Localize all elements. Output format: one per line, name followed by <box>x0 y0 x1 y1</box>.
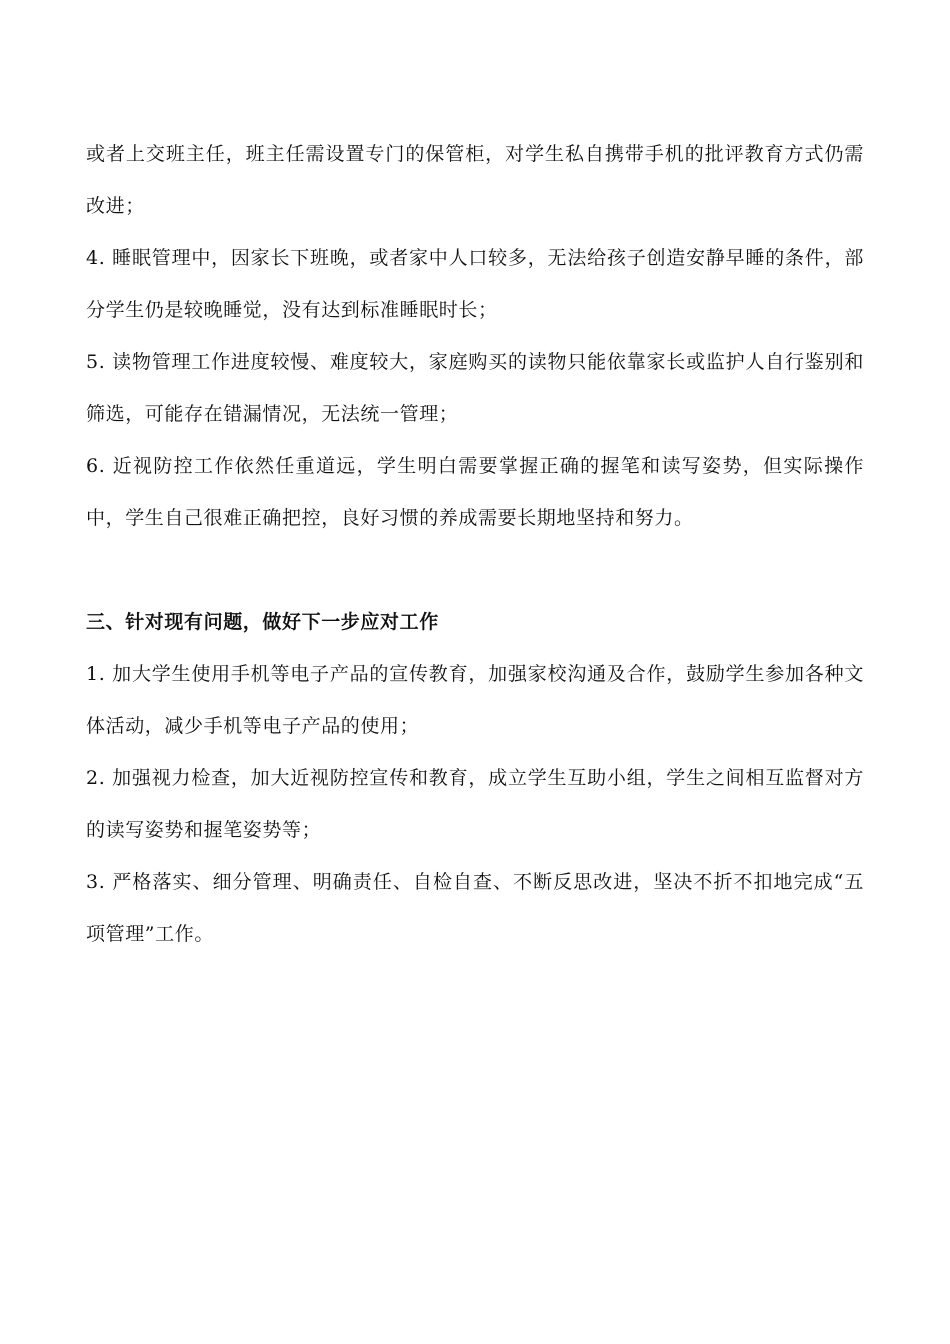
paragraph-intro-continuation: 或者上交班主任，班主任需设置专门的保管柜，对学生私自携带手机的批评教育方式仍需改进； <box>86 143 864 217</box>
paragraph-problem-4: 4. 睡眠管理中，因家长下班晚，或者家中人口较多，无法给孩子创造安静早睡的条件，部分学生仍是较晚睡觉，没有达到标准睡眠时长； <box>86 247 864 321</box>
paragraph-problem-5: 5. 读物管理工作进度较慢、难度较大，家庭购买的读物只能依靠家长或监护人自行鉴别和筛选，可能存在错漏情况，无法统一管理； <box>86 351 864 425</box>
section-spacer <box>86 544 864 596</box>
section-3-heading: 三、针对现有问题，做好下一步应对工作 <box>86 611 439 633</box>
document-page <box>86 128 864 960</box>
paragraph-measure-3: 3. 严格落实、细分管理、明确责任、自检自查、不断反思改进，坚决不折不扣地完成“五项管理”工作。 <box>86 871 864 945</box>
paragraph-measure-2: 2. 加强视力检查，加大近视防控宣传和教育，成立学生互助小组，学生之间相互监督对方的读写姿势和握笔姿势等； <box>86 767 864 841</box>
paragraph-problem-6: 6. 近视防控工作依然任重道远，学生明白需要掌握正确的握笔和读写姿势，但实际操作中，学生自己很难正确把控，良好习惯的养成需要长期地坚持和努力。 <box>86 455 864 529</box>
paragraph-measure-1: 1. 加大学生使用手机等电子产品的宣传教育，加强家校沟通及合作，鼓励学生参加各种文体活动，减少手机等电子产品的使用； <box>86 663 864 737</box>
